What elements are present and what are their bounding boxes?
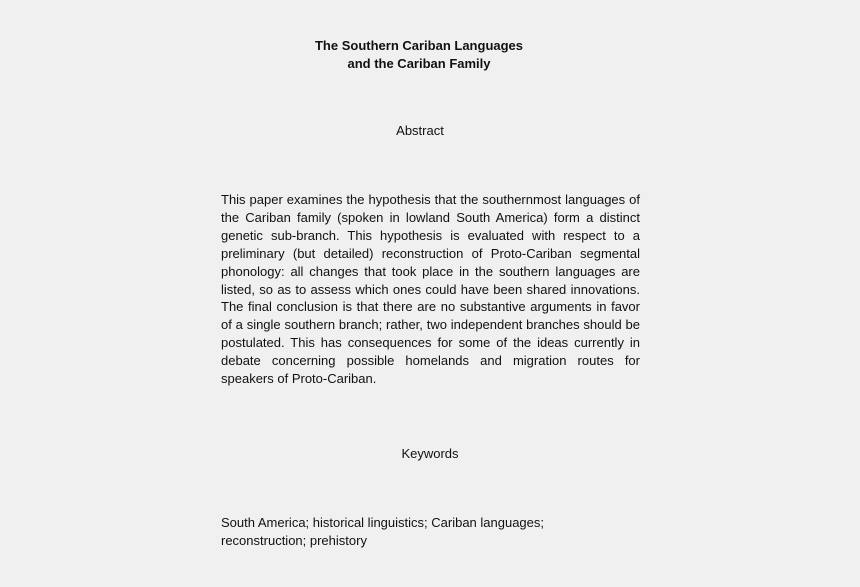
keywords-text (221, 514, 641, 549)
keywords-line-1: South America; historical linguistics; Cariban languages; (221, 515, 545, 530)
abstract-text: This paper examines the hypothesis that the southernmost languages of the Cariban family (spoken in lowland South America) form a distinct genetic sub-branch. This hypothesis is evaluated with respect to a preliminary (but detailed) reconstruction of Proto-Cariban segmental phonology: all changes that took place in the southern languages are listed, so as to assess which ones could have been shared innovations. The final conclusion is that there are no substantive arguments in favor of a single southern branch; rather, two independent branches should be postulated. This has consequences for some of the ideas currently in debate concerning possible homelands and migration routes for speakers of Proto-Cariban. (221, 192, 640, 387)
abstract-heading: Abstract (396, 123, 444, 138)
paper-title (220, 37, 618, 73)
paper-title-line-2: and the Cariban Family (347, 56, 491, 71)
keywords-line-2: reconstruction; prehistory (221, 532, 367, 548)
keywords-heading: Keywords (401, 446, 459, 461)
paper-title-line-1: The Southern Cariban Languages (314, 38, 524, 53)
